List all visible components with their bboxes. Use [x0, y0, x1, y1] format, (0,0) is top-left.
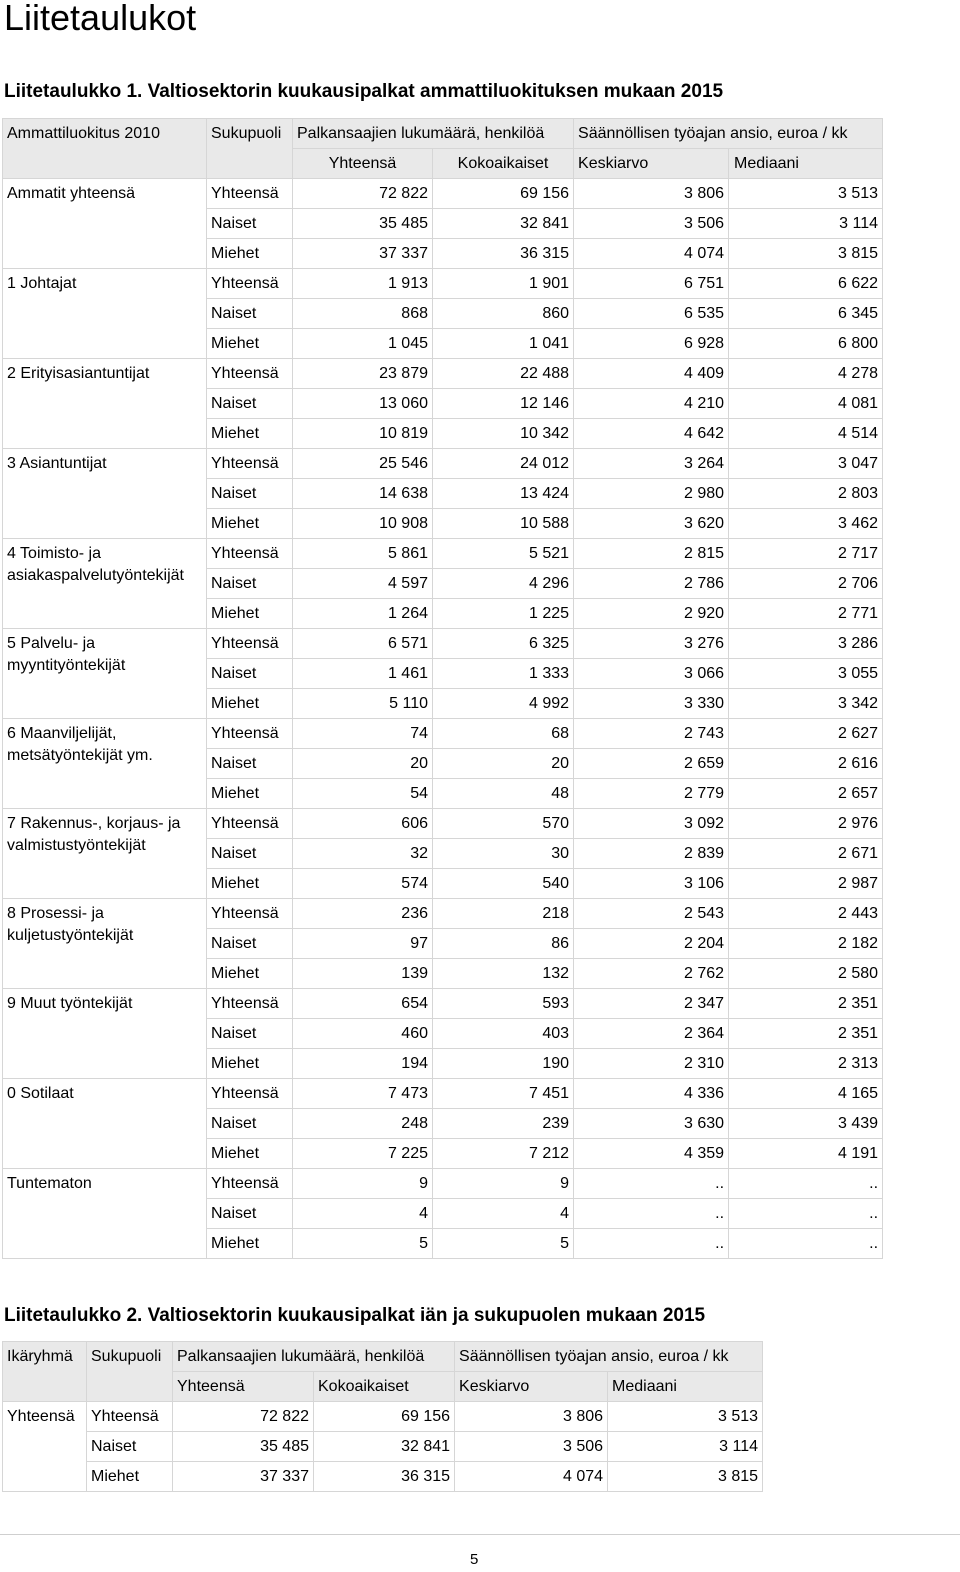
earnings-median-cell: 2 976 — [729, 809, 883, 839]
count-total-cell: 1 461 — [293, 659, 433, 689]
count-full-time-cell: 218 — [433, 899, 574, 929]
group-label: Ammatit yhteensä — [3, 179, 207, 269]
sex-cell: Miehet — [207, 509, 293, 539]
sex-cell: Naiset — [207, 1109, 293, 1139]
table-row — [3, 449, 883, 479]
sex-cell: Yhteensä — [207, 989, 293, 1019]
count-total-cell: 10 819 — [293, 419, 433, 449]
earnings-median-cell: 3 462 — [729, 509, 883, 539]
page-number: 5 — [470, 1551, 479, 1568]
table-row — [3, 1402, 763, 1432]
earnings-median-cell: 2 671 — [729, 839, 883, 869]
count-full-time-cell: 7 212 — [433, 1139, 574, 1169]
count-full-time-cell: 6 325 — [433, 629, 574, 659]
count-total-cell: 139 — [293, 959, 433, 989]
count-total-cell: 37 337 — [173, 1462, 314, 1492]
earnings-mean-cell: 2 347 — [574, 989, 729, 1019]
sex-cell: Yhteensä — [207, 179, 293, 209]
earnings-median-cell: 2 616 — [729, 749, 883, 779]
count-full-time-cell: 10 342 — [433, 419, 574, 449]
earnings-median-cell: 2 351 — [729, 989, 883, 1019]
count-full-time-cell: 403 — [433, 1019, 574, 1049]
group-label: 4 Toimisto- ja asiakaspalvelutyöntekijät — [3, 539, 207, 629]
count-total-cell: 37 337 — [293, 239, 433, 269]
earnings-median-cell: 3 114 — [608, 1432, 763, 1462]
count-total-cell: 25 546 — [293, 449, 433, 479]
earnings-median-cell: .. — [729, 1169, 883, 1199]
earnings-mean-cell: 6 928 — [574, 329, 729, 359]
earnings-median-cell: 4 191 — [729, 1139, 883, 1169]
count-total-cell: 4 — [293, 1199, 433, 1229]
earnings-mean-cell: 2 743 — [574, 719, 729, 749]
count-full-time-cell: 13 424 — [433, 479, 574, 509]
count-total-cell: 72 822 — [173, 1402, 314, 1432]
earnings-mean-cell: 3 806 — [574, 179, 729, 209]
count-total-cell: 7 225 — [293, 1139, 433, 1169]
table-row — [3, 269, 883, 299]
earnings-median-cell: .. — [729, 1199, 883, 1229]
count-total-cell: 9 — [293, 1169, 433, 1199]
earnings-mean-cell: 3 330 — [574, 689, 729, 719]
page-title: Liitetaulukot — [4, 0, 197, 38]
count-total-cell: 97 — [293, 929, 433, 959]
table-row — [3, 179, 883, 209]
count-full-time-cell: 24 012 — [433, 449, 574, 479]
count-total-cell: 868 — [293, 299, 433, 329]
table2-caption: Liitetaulukko 2. Valtiosektorin kuukausipalkat iän ja sukupuolen mukaan 2015 — [4, 1305, 706, 1326]
earnings-mean-cell: 3 620 — [574, 509, 729, 539]
earnings-median-cell: 2 580 — [729, 959, 883, 989]
table-row — [3, 629, 883, 659]
count-full-time-cell: 69 156 — [314, 1402, 455, 1432]
sex-cell: Naiset — [207, 389, 293, 419]
earnings-median-cell: 3 439 — [729, 1109, 883, 1139]
count-total-cell: 74 — [293, 719, 433, 749]
header-full-time: Kokoaikaiset — [314, 1372, 455, 1402]
sex-cell: Naiset — [207, 299, 293, 329]
earnings-median-cell: 6 622 — [729, 269, 883, 299]
earnings-median-cell: 2 627 — [729, 719, 883, 749]
table-row — [3, 1169, 883, 1199]
count-total-cell: 35 485 — [173, 1432, 314, 1462]
count-total-cell: 20 — [293, 749, 433, 779]
earnings-median-cell: 2 717 — [729, 539, 883, 569]
count-full-time-cell: 30 — [433, 839, 574, 869]
count-full-time-cell: 86 — [433, 929, 574, 959]
count-total-cell: 606 — [293, 809, 433, 839]
count-full-time-cell: 860 — [433, 299, 574, 329]
count-full-time-cell: 22 488 — [433, 359, 574, 389]
group-label: 3 Asiantuntijat — [3, 449, 207, 539]
count-full-time-cell: 1 041 — [433, 329, 574, 359]
earnings-median-cell: 2 351 — [729, 1019, 883, 1049]
earnings-median-cell: 4 514 — [729, 419, 883, 449]
count-total-cell: 5 861 — [293, 539, 433, 569]
sex-cell: Yhteensä — [207, 539, 293, 569]
earnings-median-cell: 4 278 — [729, 359, 883, 389]
table-row — [3, 809, 883, 839]
earnings-mean-cell: 2 779 — [574, 779, 729, 809]
count-total-cell: 72 822 — [293, 179, 433, 209]
table-row — [3, 989, 883, 1019]
sex-cell: Naiset — [207, 569, 293, 599]
count-full-time-cell: 36 315 — [314, 1462, 455, 1492]
earnings-mean-cell: 2 762 — [574, 959, 729, 989]
sex-cell: Naiset — [207, 659, 293, 689]
table-row — [3, 719, 883, 749]
count-full-time-cell: 32 841 — [433, 209, 574, 239]
sex-cell: Miehet — [207, 869, 293, 899]
count-full-time-cell: 1 901 — [433, 269, 574, 299]
count-full-time-cell: 48 — [433, 779, 574, 809]
earnings-mean-cell: 2 786 — [574, 569, 729, 599]
sex-cell: Miehet — [207, 419, 293, 449]
earnings-median-cell: 2 182 — [729, 929, 883, 959]
earnings-median-cell: 2 987 — [729, 869, 883, 899]
earnings-mean-cell: 4 074 — [455, 1462, 608, 1492]
table2 — [2, 1341, 763, 1492]
count-full-time-cell: 1 333 — [433, 659, 574, 689]
count-total-cell: 23 879 — [293, 359, 433, 389]
earnings-median-cell: 3 342 — [729, 689, 883, 719]
count-full-time-cell: 20 — [433, 749, 574, 779]
table1-caption: Liitetaulukko 1. Valtiosektorin kuukausipalkat ammattiluokituksen mukaan 2015 — [4, 81, 724, 102]
earnings-median-cell: 2 706 — [729, 569, 883, 599]
count-total-cell: 7 473 — [293, 1079, 433, 1109]
count-full-time-cell: 570 — [433, 809, 574, 839]
earnings-mean-cell: 2 204 — [574, 929, 729, 959]
group-label: 2 Erityisasiantuntijat — [3, 359, 207, 449]
table1 — [2, 118, 883, 1259]
group-label: 6 Maanviljelijät, metsätyöntekijät ym. — [3, 719, 207, 809]
count-total-cell: 1 045 — [293, 329, 433, 359]
earnings-mean-cell: .. — [574, 1169, 729, 1199]
earnings-mean-cell: .. — [574, 1199, 729, 1229]
earnings-median-cell: 2 313 — [729, 1049, 883, 1079]
sex-cell: Miehet — [207, 239, 293, 269]
group-label: 1 Johtajat — [3, 269, 207, 359]
count-total-cell: 13 060 — [293, 389, 433, 419]
sex-cell: Yhteensä — [207, 899, 293, 929]
earnings-median-cell: 3 114 — [729, 209, 883, 239]
count-full-time-cell: 9 — [433, 1169, 574, 1199]
earnings-mean-cell: 4 210 — [574, 389, 729, 419]
header-sex: Sukupuoli — [207, 119, 293, 179]
sex-cell: Miehet — [207, 1229, 293, 1259]
earnings-mean-cell: 4 074 — [574, 239, 729, 269]
earnings-median-cell: 3 047 — [729, 449, 883, 479]
sex-cell: Yhteensä — [207, 449, 293, 479]
count-total-cell: 10 908 — [293, 509, 433, 539]
count-total-cell: 1 264 — [293, 599, 433, 629]
sex-cell: Miehet — [207, 1049, 293, 1079]
earnings-mean-cell: 3 092 — [574, 809, 729, 839]
count-full-time-cell: 68 — [433, 719, 574, 749]
earnings-mean-cell: 6 535 — [574, 299, 729, 329]
earnings-mean-cell: 3 276 — [574, 629, 729, 659]
count-total-cell: 32 — [293, 839, 433, 869]
sex-cell: Naiset — [207, 839, 293, 869]
earnings-median-cell: 2 803 — [729, 479, 883, 509]
header-median: Mediaani — [729, 149, 883, 179]
sex-cell: Miehet — [207, 329, 293, 359]
sex-cell: Naiset — [207, 479, 293, 509]
earnings-mean-cell: 4 409 — [574, 359, 729, 389]
count-full-time-cell: 190 — [433, 1049, 574, 1079]
count-total-cell: 194 — [293, 1049, 433, 1079]
sex-cell: Yhteensä — [207, 1079, 293, 1109]
sex-cell: Miehet — [207, 1139, 293, 1169]
header-monthly-earnings: Säännöllisen työajan ansio, euroa / kk — [574, 119, 883, 149]
table-row — [3, 1432, 763, 1462]
table-row — [3, 539, 883, 569]
header-total: Yhteensä — [173, 1372, 314, 1402]
sex-cell: Miehet — [207, 599, 293, 629]
table-row — [3, 1079, 883, 1109]
header-occupation: Ammattiluokitus 2010 — [3, 119, 207, 179]
earnings-median-cell: .. — [729, 1229, 883, 1259]
count-full-time-cell: 239 — [433, 1109, 574, 1139]
header-sex: Sukupuoli — [87, 1342, 173, 1402]
earnings-mean-cell: 3 806 — [455, 1402, 608, 1432]
sex-cell: Miehet — [87, 1462, 173, 1492]
count-full-time-cell: 10 588 — [433, 509, 574, 539]
sex-cell: Miehet — [207, 689, 293, 719]
sex-cell: Miehet — [207, 779, 293, 809]
count-total-cell: 4 597 — [293, 569, 433, 599]
earnings-median-cell: 3 513 — [608, 1402, 763, 1432]
count-full-time-cell: 4 — [433, 1199, 574, 1229]
header-monthly-earnings: Säännöllisen työajan ansio, euroa / kk — [455, 1342, 763, 1372]
earnings-mean-cell: 3 106 — [574, 869, 729, 899]
earnings-mean-cell: 3 506 — [574, 209, 729, 239]
earnings-median-cell: 2 771 — [729, 599, 883, 629]
sex-cell: Naiset — [87, 1432, 173, 1462]
earnings-mean-cell: .. — [574, 1229, 729, 1259]
count-full-time-cell: 5 — [433, 1229, 574, 1259]
count-total-cell: 5 — [293, 1229, 433, 1259]
sex-cell: Naiset — [207, 929, 293, 959]
header-full-time: Kokoaikaiset — [433, 149, 574, 179]
count-full-time-cell: 7 451 — [433, 1079, 574, 1109]
header-employee-count: Palkansaajien lukumäärä, henkilöä — [293, 119, 574, 149]
count-total-cell: 1 913 — [293, 269, 433, 299]
count-full-time-cell: 36 315 — [433, 239, 574, 269]
count-full-time-cell: 4 992 — [433, 689, 574, 719]
sex-cell: Yhteensä — [207, 1169, 293, 1199]
count-full-time-cell: 4 296 — [433, 569, 574, 599]
earnings-mean-cell: 4 642 — [574, 419, 729, 449]
sex-cell: Naiset — [207, 749, 293, 779]
count-total-cell: 6 571 — [293, 629, 433, 659]
earnings-mean-cell: 2 815 — [574, 539, 729, 569]
sex-cell: Yhteensä — [207, 359, 293, 389]
group-label: 5 Palvelu- ja myyntityöntekijät — [3, 629, 207, 719]
earnings-median-cell: 2 657 — [729, 779, 883, 809]
count-total-cell: 654 — [293, 989, 433, 1019]
header-median: Mediaani — [608, 1372, 763, 1402]
sex-cell: Naiset — [207, 1019, 293, 1049]
sex-cell: Yhteensä — [207, 719, 293, 749]
earnings-median-cell: 4 081 — [729, 389, 883, 419]
group-label: 7 Rakennus-, korjaus- ja valmistustyöntekijät — [3, 809, 207, 899]
earnings-mean-cell: 2 980 — [574, 479, 729, 509]
earnings-mean-cell: 6 751 — [574, 269, 729, 299]
earnings-mean-cell: 2 920 — [574, 599, 729, 629]
header-mean: Keskiarvo — [574, 149, 729, 179]
header-age-group: Ikäryhmä — [3, 1342, 87, 1402]
header-mean: Keskiarvo — [455, 1372, 608, 1402]
earnings-median-cell: 3 055 — [729, 659, 883, 689]
sex-cell: Yhteensä — [207, 629, 293, 659]
count-total-cell: 5 110 — [293, 689, 433, 719]
sex-cell: Miehet — [207, 959, 293, 989]
earnings-mean-cell: 3 506 — [455, 1432, 608, 1462]
earnings-mean-cell: 2 310 — [574, 1049, 729, 1079]
earnings-median-cell: 2 443 — [729, 899, 883, 929]
count-full-time-cell: 540 — [433, 869, 574, 899]
earnings-median-cell: 4 165 — [729, 1079, 883, 1109]
footer-divider — [0, 1534, 960, 1535]
table-row — [3, 359, 883, 389]
earnings-median-cell: 6 345 — [729, 299, 883, 329]
earnings-median-cell: 6 800 — [729, 329, 883, 359]
earnings-mean-cell: 3 630 — [574, 1109, 729, 1139]
table-row — [3, 899, 883, 929]
count-full-time-cell: 32 841 — [314, 1432, 455, 1462]
earnings-mean-cell: 4 359 — [574, 1139, 729, 1169]
sex-cell: Yhteensä — [87, 1402, 173, 1432]
count-total-cell: 54 — [293, 779, 433, 809]
group-label: 8 Prosessi- ja kuljetustyöntekijät — [3, 899, 207, 989]
count-full-time-cell: 5 521 — [433, 539, 574, 569]
count-full-time-cell: 69 156 — [433, 179, 574, 209]
count-full-time-cell: 12 146 — [433, 389, 574, 419]
earnings-median-cell: 3 815 — [729, 239, 883, 269]
earnings-median-cell: 3 286 — [729, 629, 883, 659]
earnings-median-cell: 3 815 — [608, 1462, 763, 1492]
count-full-time-cell: 132 — [433, 959, 574, 989]
count-total-cell: 35 485 — [293, 209, 433, 239]
earnings-mean-cell: 2 839 — [574, 839, 729, 869]
count-total-cell: 574 — [293, 869, 433, 899]
earnings-mean-cell: 2 364 — [574, 1019, 729, 1049]
group-label: Yhteensä — [3, 1402, 87, 1492]
sex-cell: Naiset — [207, 1199, 293, 1229]
group-label: 9 Muut työntekijät — [3, 989, 207, 1079]
table-row — [3, 1462, 763, 1492]
count-total-cell: 460 — [293, 1019, 433, 1049]
count-full-time-cell: 593 — [433, 989, 574, 1019]
sex-cell: Naiset — [207, 209, 293, 239]
earnings-mean-cell: 3 264 — [574, 449, 729, 479]
earnings-median-cell: 3 513 — [729, 179, 883, 209]
count-total-cell: 236 — [293, 899, 433, 929]
count-total-cell: 14 638 — [293, 479, 433, 509]
count-full-time-cell: 1 225 — [433, 599, 574, 629]
count-total-cell: 248 — [293, 1109, 433, 1139]
header-employee-count: Palkansaajien lukumäärä, henkilöä — [173, 1342, 455, 1372]
earnings-mean-cell: 2 659 — [574, 749, 729, 779]
sex-cell: Yhteensä — [207, 809, 293, 839]
header-total: Yhteensä — [293, 149, 433, 179]
group-label: Tuntematon — [3, 1169, 207, 1259]
group-label: 0 Sotilaat — [3, 1079, 207, 1169]
earnings-mean-cell: 3 066 — [574, 659, 729, 689]
earnings-mean-cell: 2 543 — [574, 899, 729, 929]
earnings-mean-cell: 4 336 — [574, 1079, 729, 1109]
sex-cell: Yhteensä — [207, 269, 293, 299]
